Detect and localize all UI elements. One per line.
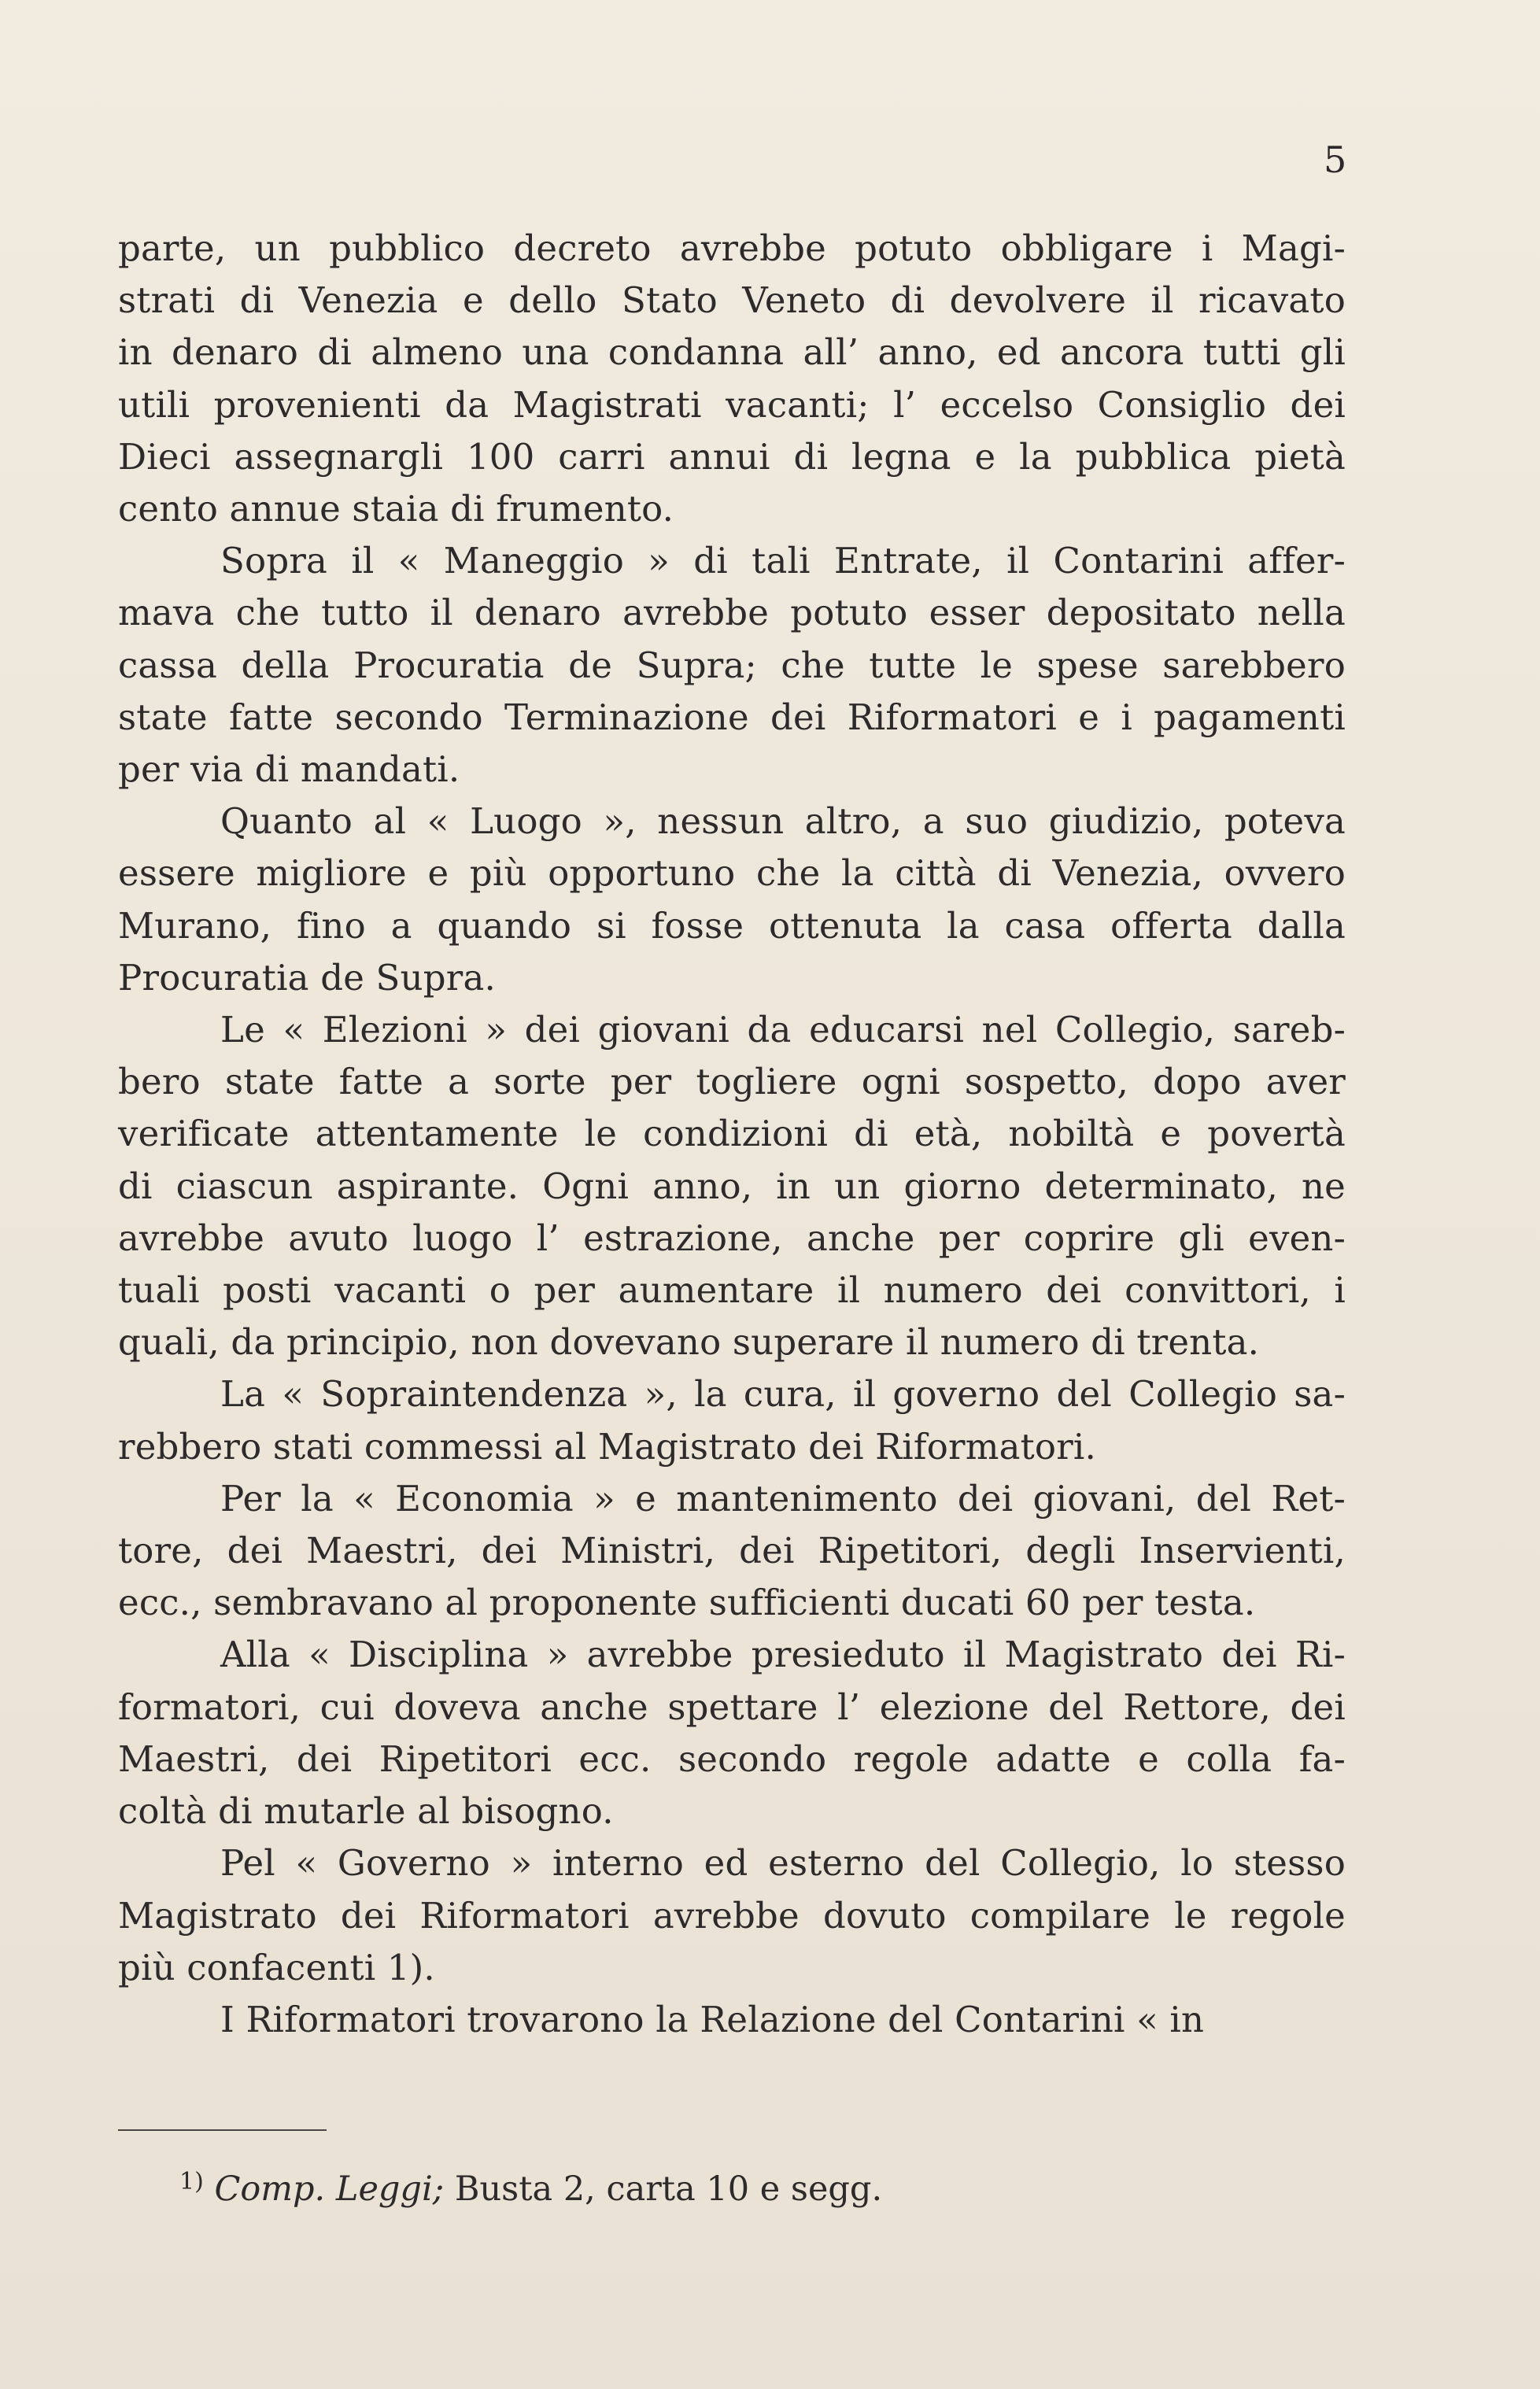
text-line: Per la « Economia » e mantenimento dei giovani, del Ret- xyxy=(220,1477,1346,1519)
text-line: coltà di mutarle al bisogno. xyxy=(118,1790,614,1833)
text-line: Le « Elezioni » dei giovani da educarsi nel Collegio, sareb- xyxy=(220,1009,1346,1051)
text-line: La « Sopraintendenza », la cura, il governo del Collegio sa- xyxy=(220,1373,1346,1416)
paragraph xyxy=(118,1473,1346,1630)
paragraph xyxy=(118,535,1346,796)
text-line: Procuratia de Supra. xyxy=(118,956,497,999)
text-line: strati di Venezia e dello Stato Veneto di devolvere il ricavato xyxy=(118,279,1346,322)
text-line: Maestri, dei Ripetitori ecc. secondo regole adatte e colla fa- xyxy=(118,1737,1346,1780)
text-line: Quanto al « Luogo », nessun altro, a suo giudizio, poteva xyxy=(220,800,1346,843)
text-line: verificate attentamente le condizioni di età, nobiltà e povertà xyxy=(118,1113,1346,1155)
text-line: più confacenti 1). xyxy=(118,1946,435,1988)
text-line: formatori, cui doveva anche spettare l’ elezione del Rettore, dei xyxy=(118,1686,1346,1728)
body-text xyxy=(118,223,1346,2046)
text-line: quali, da principio, non dovevano superare il numero di trenta. xyxy=(118,1321,1260,1364)
footnote-divider xyxy=(118,2129,327,2131)
text-line: Sopra il « Maneggio » di tali Entrate, il Contarini affer- xyxy=(220,540,1346,582)
text-line: avrebbe avuto luogo l’ estrazione, anche per coprire gli even- xyxy=(118,1217,1346,1259)
footnote-reference: Busta 2, carta 10 e segg. xyxy=(454,2169,883,2209)
text-line: Murano, fino a quando si fosse ottenuta la casa offerta dalla xyxy=(118,904,1346,947)
text-line: mava che tutto il denaro avrebbe potuto esser depositato nella xyxy=(118,592,1346,634)
footnote xyxy=(179,2168,882,2209)
footnote-source-italic: Comp. Leggi; xyxy=(214,2169,445,2209)
text-line: Pel « Governo » interno ed esterno del Collegio, lo stesso xyxy=(220,1842,1346,1885)
paragraph xyxy=(118,796,1346,1004)
text-line: ecc., sembravano al proponente sufficienti ducati 60 per testa. xyxy=(118,1582,1256,1624)
text-line: state fatte secondo Terminazione dei Riformatori e i pagamenti xyxy=(118,696,1346,738)
text-line: tore, dei Maestri, dei Ministri, dei Ripetitori, degli Inservienti, xyxy=(118,1530,1346,1572)
text-line: per via di mandati. xyxy=(118,748,460,791)
paragraph xyxy=(118,1004,1346,1368)
text-line: cento annue staia di frumento. xyxy=(118,488,674,530)
text-line: rebbero stati commessi al Magistrato dei Riformatori. xyxy=(118,1425,1097,1468)
text-line: tuali posti vacanti o per aumentare il numero dei convittori, i xyxy=(118,1269,1346,1312)
text-line: essere migliore e più opportuno che la città di Venezia, ovvero xyxy=(118,852,1346,895)
footnote-marker: 1) xyxy=(179,2168,204,2195)
text-line: Dieci assegnargli 100 carri annui di legna e la pubblica pietà xyxy=(118,435,1346,478)
text-line: parte, un pubblico decreto avrebbe potuto obbligare i Magi- xyxy=(118,227,1346,269)
text-line: I Riformatori trovarono la Relazione del Contarini « in xyxy=(220,1998,1205,2040)
paragraph xyxy=(118,1368,1346,1472)
text-line: Magistrato dei Riformatori avrebbe dovuto compilare le regole xyxy=(118,1894,1346,1937)
paragraph xyxy=(118,1994,1346,2046)
text-line: Alla « Disciplina » avrebbe presieduto il Magistrato dei Ri- xyxy=(220,1634,1346,1676)
page-number: 5 xyxy=(1324,138,1347,181)
paragraph xyxy=(118,1837,1346,1994)
text-line: di ciascun aspirante. Ogni anno, in un giorno determinato, ne xyxy=(118,1165,1346,1207)
text-line: cassa della Procuratia de Supra; che tutte le spese sarebbero xyxy=(118,644,1346,686)
text-line: bero state fatte a sorte per togliere ogni sospetto, dopo aver xyxy=(118,1061,1346,1103)
text-line: in denaro di almeno una condanna all’ anno, ed ancora tutti gli xyxy=(118,331,1346,374)
paragraph xyxy=(118,223,1346,535)
paragraph xyxy=(118,1629,1346,1837)
text-line: utili provenienti da Magistrati vacanti; l’ eccelso Consiglio dei xyxy=(118,383,1346,426)
